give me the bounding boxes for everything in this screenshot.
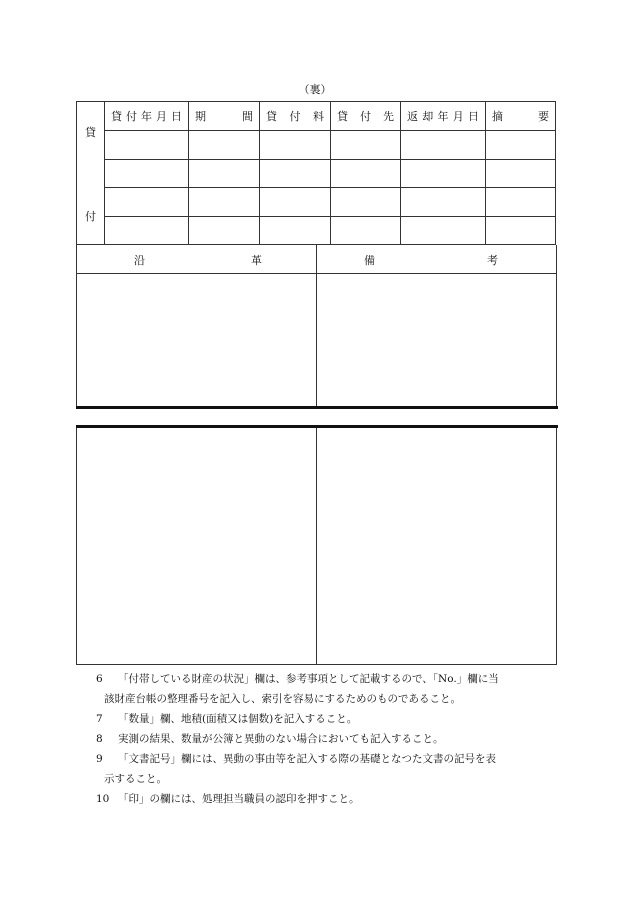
history-label-a: 沿: [134, 254, 145, 267]
note-item: 7 「数量」欄、地積(面積又は個数)を記入すること。: [96, 713, 358, 725]
col-lend-to: 貸 付 先: [331, 102, 401, 131]
note-item: 6 「付帯している財産の状況」欄は、参考事項として記載するので、「No.」欄に当 該財産台帳の整理番号を記入し、索引を容易にするためのものであること。: [96, 673, 499, 705]
lending-side-bottom: 付: [85, 210, 96, 223]
column-divider: [316, 428, 317, 664]
col-summary: 摘 要: [486, 102, 556, 131]
history-label-b: 革: [251, 254, 262, 267]
history-remarks-section: [76, 245, 557, 408]
remarks-label: [364, 252, 498, 268]
history-remarks-continuation: [76, 428, 557, 665]
col-return-date: 返却年月日: [401, 102, 486, 131]
remarks-label-b: 考: [487, 254, 498, 267]
lending-side-top: 貸: [85, 126, 96, 139]
note-item: 8 実測の結果、数量が公簿と異動のない場合においても記入すること。: [96, 733, 444, 745]
col-lend-fee: 貸 付 料: [260, 102, 331, 131]
note-item: 10 「印」の欄には、処理担当職員の認印を押すこと。: [96, 793, 360, 805]
note-item: 9 「文書記号」欄には、異動の事由等を記入する際の基礎となつた文書の記号を表 示すること。: [96, 753, 496, 785]
table-row: [77, 188, 556, 217]
header-divider: [77, 273, 556, 274]
column-divider: [316, 245, 317, 407]
lending-table: [76, 101, 556, 245]
table-row: [77, 159, 556, 188]
lending-side-label: [77, 102, 105, 245]
remarks-label-a: 備: [364, 254, 375, 267]
table-row: [77, 131, 556, 160]
history-label: [134, 252, 262, 268]
thick-separator: [76, 406, 558, 409]
notes-list: [96, 669, 566, 809]
lending-header-row: [77, 102, 556, 131]
col-period: 期 間: [189, 102, 260, 131]
table-row: [77, 216, 556, 245]
col-lend-date: 貸付年月日: [105, 102, 189, 131]
page-side-label: （裏）: [298, 83, 332, 96]
